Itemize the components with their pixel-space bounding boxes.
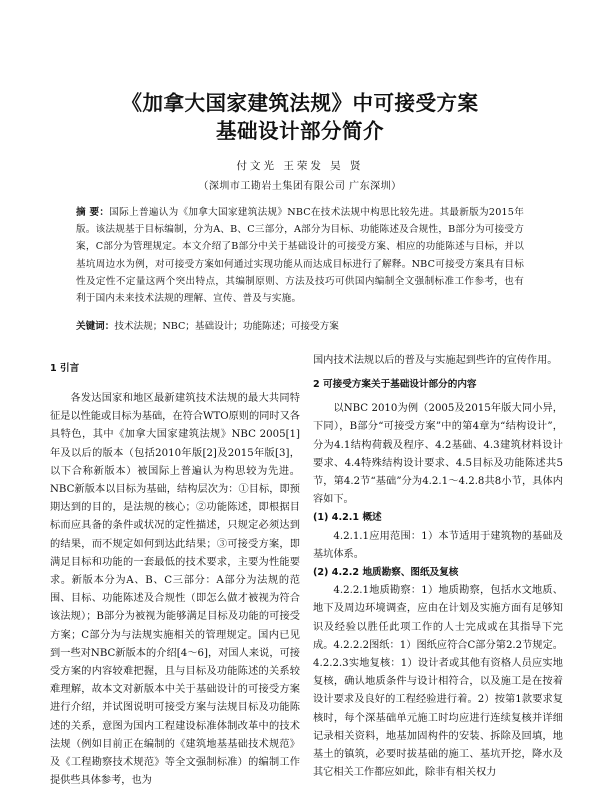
abstract: [76, 204, 524, 307]
left-column: [50, 352, 300, 790]
subsection-heading-investigation: (2) 4.2.2 地质勘察、图纸及复核: [313, 567, 459, 579]
subsection-heading-general: (1) 4.2.1 概述: [313, 512, 382, 524]
keywords-label: 关键词：: [76, 321, 115, 332]
keywords-text: 技术法规；NBC；基础设计；功能陈述；可接受方案: [114, 321, 339, 332]
abstract-label: 摘 要：: [76, 207, 110, 218]
right-column: [313, 352, 563, 782]
intro-paragraph-continued: 国内技术法规以后的普及与实施起到些许的宣传作用。: [313, 355, 558, 366]
paper-title-line2: 基础设计部分简介: [216, 119, 384, 143]
paper-title-line1: 《加拿大国家建筑法规》中可接受方案: [121, 91, 479, 115]
authors: 付文光 王荣发 吴 贤: [236, 160, 364, 172]
affiliation: （深圳市工勘岩土集团有限公司 广东深圳）: [198, 181, 402, 192]
intro-paragraph: 各发达国家和地区最新建筑技术法规的最大共同特征是以性能或目标为基础，在符合WTO原则的同时又各具特色，其中《加拿大国家建筑法规》NBC 2005[1]年及以后的版本（包括2010年版[2]及2015年版[3]，以下合称新版本）被国际上普遍认为构思较为先进。NBC新版本以目标为基础，结构层次为：①目标，即预期达到的目的，是法规的核心；②功能陈述，即根据目标而应具备的条件或状况的定性描述，只规定必须达到的结果，而不规定如何到达此结果；③可接受方案，即满足目标和功能的一套最低的技术要求，主要为性能要求。新版本分为A、B、C三部分：A部分为法规的范围、目标、功能陈述及合规性（即怎么做才被视为符合该法规）；B部分为被视为能够满足目标及功能的可接受方案；C部分为与法规实施相关的管理规定。国内已见到一些对NBC新版本的介绍[4～6]，对国人来说，可接受方案的内容较难把握，且与目标及功能陈述的关系较难理解，故本文对新版本中关于基础设计的可接受方案进行介绍，并试图说明可接受方案与法规目标及功能陈述的关系，意图为国内工程建设标准体制改革中的技术法规（例如目前正在编制的《建筑地基基础技术规范》及《工程勘察技术规范》等全文强制标准）的编制工作提供些具体参考，也为: [50, 393, 300, 787]
subsection-investigation-text: 4.2.2.1地质勘察：1）地质勘察，包括水文地质、地下及周边环境调查，应由在计划及实施方面有足够知识及经验以胜任此项工作的人士完成或在其指导下完成。4.2.2.2图纸：1）图纸应符合C部分第2.2节规定。4.2.2.3实地复核：1）设计者或其他有资格人员应实地复核，确认地质条件与设计相符合，以及施工是在按着设计要求及良好的工程经验进行着。2）按第1款要求复核时，每个深基础单元施工时均应进行连续复核并详细记录相关资料，地基加固构件的安装、拆除及回填，地基土的镇筑，必要时拔基础的施工、基坑开挖，降水及其它相关工作都应如此，除非有相关权力: [313, 585, 563, 779]
keywords: [76, 318, 524, 335]
section-heading-intro: 1 引言: [50, 363, 80, 374]
subsection-general-text: 4.2.1.1应用范围：1）本节适用于建筑物的基础及基坑体系。: [313, 530, 563, 560]
section2-paragraph: 以NBC 2010为例（2005及2015年版大同小异，下同），B部分“可接受方案”中的第4章为“结构设计”，分为4.1结构荷载及程序、4.2基础、4.3建筑材料设计要求、4.4特殊结构设计要求、4.5目标及功能陈述共5节，第4.2节“基础”分为4.2.1～4.2.8共8小节，具体内容如下。: [313, 403, 563, 506]
section-heading-foundation: 2 可接受方案关于基础设计部分的内容: [313, 379, 477, 391]
abstract-text: 国际上普遍认为《加拿大国家建筑法规》NBC在技术法规中构思比较先进。其最新版为2015年版。该法规基于目标编制，分为A、B、C三部分，A部分为目标、功能陈述及合规性，B部分为可接受方案，C部分为管理规定。本文介绍了B部分中关于基础设计的可接受方案、相应的功能陈述与目标，并以基坑周边水为例，对可接受方案如何通过实现功能从而达成目标进行了解释。NBC可接受方案具有目标性及定性不定量这两个突出特点，其编制原则、方法及技巧可供国内编制全文强制标准工作参考，也有利于国内未来技术法规的理解、宣传、普及与实施。: [76, 207, 524, 305]
